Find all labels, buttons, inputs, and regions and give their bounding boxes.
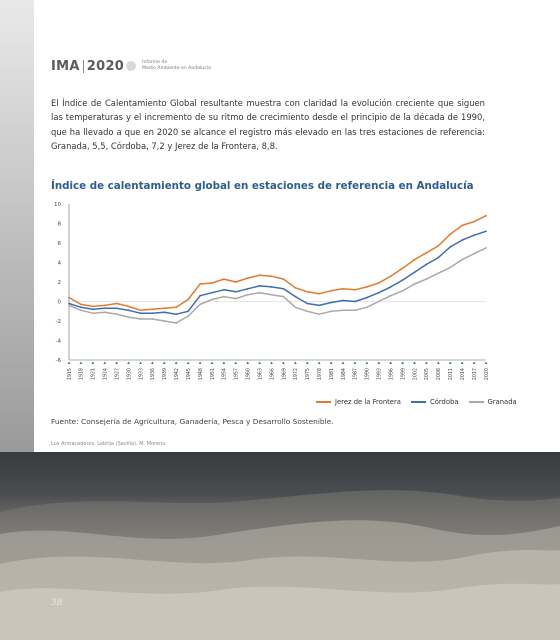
x-tick-marker xyxy=(91,362,94,365)
series-point-0 xyxy=(426,252,428,254)
x-tick-label: 2005 xyxy=(425,368,431,381)
report-subtitle-line1: Informe de xyxy=(142,60,168,65)
x-tick-marker xyxy=(258,362,261,365)
intro-paragraph: El Índice de Calentamiento Global resultante muestra con claridad la evolución creciente que siguen las temperaturas y el incremento de su ritmo de crecimiento desde el principio de la década de 1990, que ha llevado a que en 2020 se alcance el registro más elevado en las tres estaciones de referencia: Granada, 5,5, Córdoba, 7,2 y Jerez de la Frontera, 8,8. xyxy=(51,98,485,151)
series-point-1 xyxy=(68,303,70,305)
x-tick-label: 1927 xyxy=(115,368,121,381)
series-point-0 xyxy=(140,309,142,311)
x-tick-marker xyxy=(234,362,237,365)
legend-item-cordoba xyxy=(411,398,459,406)
chart-legend xyxy=(316,398,527,406)
series-point-1 xyxy=(461,239,463,241)
logo-circle-icon xyxy=(126,61,136,71)
x-tick-label: 1936 xyxy=(151,368,157,381)
x-tick-label: 1960 xyxy=(246,368,252,381)
series-point-1 xyxy=(473,234,475,236)
series-point-2 xyxy=(330,310,332,312)
x-tick-marker xyxy=(68,362,71,365)
series-point-0 xyxy=(92,306,94,308)
x-tick-marker xyxy=(389,362,392,365)
series-point-2 xyxy=(211,299,213,301)
series-point-1 xyxy=(390,286,392,288)
x-tick-label: 1981 xyxy=(329,368,335,381)
series-point-0 xyxy=(283,278,285,280)
series-point-0 xyxy=(318,293,320,295)
series-point-1 xyxy=(163,311,165,313)
series-point-2 xyxy=(259,292,261,294)
series-point-2 xyxy=(390,295,392,297)
series-point-1 xyxy=(128,309,130,311)
x-tick-marker xyxy=(80,362,83,365)
series-point-1 xyxy=(330,302,332,304)
side-band xyxy=(0,0,34,452)
series-point-2 xyxy=(163,320,165,322)
series-point-1 xyxy=(449,246,451,248)
x-tick-label: 1918 xyxy=(79,368,85,381)
series-point-1 xyxy=(271,286,273,288)
logo-ima: IMA xyxy=(51,58,80,74)
series-point-2 xyxy=(116,313,118,315)
x-tick-marker xyxy=(151,362,154,365)
x-tick-marker xyxy=(187,362,190,365)
x-tick-marker xyxy=(282,362,285,365)
x-tick-marker xyxy=(163,362,166,365)
x-tick-marker xyxy=(115,362,118,365)
series-point-1 xyxy=(116,307,118,309)
series-point-2 xyxy=(80,309,82,311)
x-tick-marker xyxy=(342,362,345,365)
x-tick-marker xyxy=(413,362,416,365)
series-point-0 xyxy=(175,306,177,308)
series-point-0 xyxy=(354,289,356,291)
x-tick-label: 1951 xyxy=(210,368,216,381)
series-point-2 xyxy=(342,309,344,311)
series-point-1 xyxy=(437,257,439,259)
series-point-1 xyxy=(426,264,428,266)
series-point-2 xyxy=(271,294,273,296)
series-point-0 xyxy=(449,233,451,235)
series-point-0 xyxy=(437,245,439,247)
x-tick-marker xyxy=(318,362,321,365)
series-point-2 xyxy=(128,316,130,318)
series-point-2 xyxy=(295,306,297,308)
y-tick-label: 8 xyxy=(57,221,61,228)
report-subtitle-line2: Medio Ambiente en Andalucía xyxy=(142,66,211,71)
series-point-1 xyxy=(295,296,297,298)
series-point-0 xyxy=(378,282,380,284)
series-point-0 xyxy=(152,308,154,310)
series-point-1 xyxy=(366,297,368,299)
series-point-0 xyxy=(330,290,332,292)
x-tick-label: 1990 xyxy=(365,368,371,381)
x-tick-marker xyxy=(270,362,273,365)
x-tick-label: 1999 xyxy=(401,368,407,381)
series-point-0 xyxy=(116,303,118,305)
series-point-1 xyxy=(152,312,154,314)
x-tick-marker xyxy=(175,362,178,365)
series-point-0 xyxy=(485,215,487,217)
x-tick-marker xyxy=(127,362,130,365)
legend-swatch-granada xyxy=(469,401,484,403)
series-point-2 xyxy=(318,313,320,315)
x-tick-marker xyxy=(461,362,464,365)
landscape-photo xyxy=(0,452,560,640)
series-point-2 xyxy=(437,272,439,274)
x-tick-label: 1924 xyxy=(103,368,109,381)
x-tick-label: 1930 xyxy=(127,368,133,381)
series-point-2 xyxy=(152,318,154,320)
x-tick-marker xyxy=(449,362,452,365)
series-point-2 xyxy=(68,305,70,307)
x-tick-marker xyxy=(222,362,225,365)
x-tick-label: 1921 xyxy=(91,368,97,381)
x-tick-marker xyxy=(401,362,404,365)
series-point-2 xyxy=(426,278,428,280)
x-tick-label: 1945 xyxy=(186,368,192,381)
y-tick-label: -4 xyxy=(55,338,61,345)
legend-label-jerez: Jerez de la Frontera xyxy=(335,398,401,406)
series-point-2 xyxy=(473,253,475,255)
series-point-1 xyxy=(211,292,213,294)
series-point-2 xyxy=(461,259,463,261)
x-tick-label: 1939 xyxy=(163,368,169,381)
series-point-2 xyxy=(140,318,142,320)
legend-swatch-cordoba xyxy=(411,401,426,403)
series-point-2 xyxy=(414,283,416,285)
series-point-0 xyxy=(104,305,106,307)
x-tick-label: 2020 xyxy=(484,368,490,381)
logo-divider xyxy=(83,60,84,73)
x-tick-marker xyxy=(485,362,488,365)
series-point-0 xyxy=(295,287,297,289)
x-tick-marker xyxy=(103,362,106,365)
x-tick-label: 1966 xyxy=(270,368,276,381)
series-point-2 xyxy=(104,311,106,313)
series-point-0 xyxy=(199,283,201,285)
series-point-0 xyxy=(473,221,475,223)
x-tick-label: 1957 xyxy=(234,368,240,381)
series-point-0 xyxy=(414,259,416,261)
series-point-0 xyxy=(306,291,308,293)
series-point-1 xyxy=(247,288,249,290)
x-tick-label: 1942 xyxy=(175,368,181,381)
series-point-2 xyxy=(378,301,380,303)
series-point-1 xyxy=(318,305,320,307)
series-point-1 xyxy=(306,303,308,305)
report-subtitle xyxy=(142,60,211,72)
x-tick-label: 2011 xyxy=(449,368,455,381)
x-tick-label: 1993 xyxy=(377,368,383,381)
legend-item-granada xyxy=(469,398,517,406)
series-point-0 xyxy=(223,278,225,280)
x-tick-label: 1972 xyxy=(294,368,300,381)
series-point-1 xyxy=(378,292,380,294)
series-point-0 xyxy=(235,281,237,283)
page-number: 38 xyxy=(51,598,63,608)
series-point-0 xyxy=(366,286,368,288)
series-point-0 xyxy=(342,288,344,290)
y-tick-label: 0 xyxy=(57,299,61,306)
source-note: Fuente: Consejería de Agricultura, Ganadería, Pesca y Desarrollo Sostenible. xyxy=(51,417,334,426)
x-tick-marker xyxy=(246,362,249,365)
x-tick-marker xyxy=(139,362,142,365)
x-tick-label: 1987 xyxy=(353,368,359,381)
x-tick-marker xyxy=(354,362,357,365)
x-tick-label: 2002 xyxy=(413,368,419,381)
series-point-1 xyxy=(354,301,356,303)
x-tick-marker xyxy=(330,362,333,365)
photo-caption: Los Arroacaderos, Lebrija (Sevilla). M. Moreno. xyxy=(51,441,167,447)
series-point-0 xyxy=(390,275,392,277)
x-tick-marker xyxy=(365,362,368,365)
y-tick-label: 2 xyxy=(57,280,61,286)
series-point-0 xyxy=(68,297,70,299)
x-tick-marker xyxy=(306,362,309,365)
series-point-1 xyxy=(80,306,82,308)
x-tick-label: 1996 xyxy=(389,368,395,381)
x-tick-label: 2017 xyxy=(472,368,478,381)
x-tick-marker xyxy=(473,362,476,365)
header xyxy=(51,54,211,78)
series-point-1 xyxy=(92,308,94,310)
series-point-2 xyxy=(485,247,487,249)
x-tick-label: 1984 xyxy=(341,368,347,381)
x-tick-label: 1963 xyxy=(258,368,264,381)
legend-swatch-jerez xyxy=(316,401,331,403)
series-point-0 xyxy=(128,306,130,308)
series-line-1 xyxy=(69,231,486,314)
legend-label-granada: Granada xyxy=(487,398,517,406)
y-tick-label: -6 xyxy=(55,358,61,364)
series-point-2 xyxy=(366,306,368,308)
x-tick-marker xyxy=(199,362,202,365)
series-point-0 xyxy=(247,277,249,279)
x-tick-marker xyxy=(377,362,380,365)
x-tick-label: 1978 xyxy=(318,368,323,381)
series-point-0 xyxy=(402,267,404,269)
series-point-2 xyxy=(187,315,189,317)
series-point-1 xyxy=(402,279,404,281)
x-tick-label: 2008 xyxy=(437,368,443,381)
series-point-1 xyxy=(199,295,201,297)
series-point-2 xyxy=(354,309,356,311)
x-tick-marker xyxy=(425,362,428,365)
series-point-1 xyxy=(485,230,487,232)
series-point-1 xyxy=(235,291,237,293)
x-tick-label: 1933 xyxy=(139,368,145,381)
hills-illustration xyxy=(0,452,560,640)
y-tick-label: -2 xyxy=(55,319,61,325)
series-point-2 xyxy=(235,298,237,300)
series-point-0 xyxy=(271,275,273,277)
series-point-1 xyxy=(342,300,344,302)
series-point-2 xyxy=(283,296,285,298)
x-tick-label: 1948 xyxy=(198,368,204,381)
series-point-0 xyxy=(211,282,213,284)
x-tick-label: 1975 xyxy=(306,368,312,381)
series-point-1 xyxy=(223,289,225,291)
series-point-1 xyxy=(259,285,261,287)
x-tick-label: 2014 xyxy=(460,368,466,381)
series-point-1 xyxy=(104,307,106,309)
series-point-0 xyxy=(80,304,82,306)
chart-title: Índice de calentamiento global en estaciones de referencia en Andalucía xyxy=(51,180,474,192)
series-point-2 xyxy=(402,290,404,292)
series-point-2 xyxy=(175,322,177,324)
series-point-2 xyxy=(449,267,451,269)
series-point-0 xyxy=(259,274,261,276)
x-tick-label: 1969 xyxy=(282,368,288,381)
series-point-1 xyxy=(175,313,177,315)
series-point-2 xyxy=(199,304,201,306)
y-tick-label: 6 xyxy=(57,241,61,247)
series-point-1 xyxy=(283,288,285,290)
series-point-1 xyxy=(140,312,142,314)
x-tick-label: 1954 xyxy=(222,368,228,381)
series-point-2 xyxy=(247,294,249,296)
x-tick-marker xyxy=(211,362,214,365)
legend-item-jerez xyxy=(316,398,401,406)
x-tick-marker xyxy=(437,362,440,365)
logo-year: 2020 xyxy=(86,58,125,74)
series-point-2 xyxy=(92,312,94,314)
series-point-2 xyxy=(306,310,308,312)
warming-index-chart xyxy=(40,196,500,386)
series-point-0 xyxy=(187,299,189,301)
series-point-0 xyxy=(163,307,165,309)
x-tick-marker xyxy=(294,362,297,365)
series-point-1 xyxy=(187,310,189,312)
x-tick-label: 1915 xyxy=(67,368,73,381)
series-point-1 xyxy=(414,271,416,273)
y-tick-label: 4 xyxy=(57,260,61,267)
series-point-0 xyxy=(461,225,463,227)
legend-label-cordoba: Córdoba xyxy=(429,398,459,406)
y-tick-label: 10 xyxy=(54,202,61,208)
series-point-2 xyxy=(223,296,225,298)
